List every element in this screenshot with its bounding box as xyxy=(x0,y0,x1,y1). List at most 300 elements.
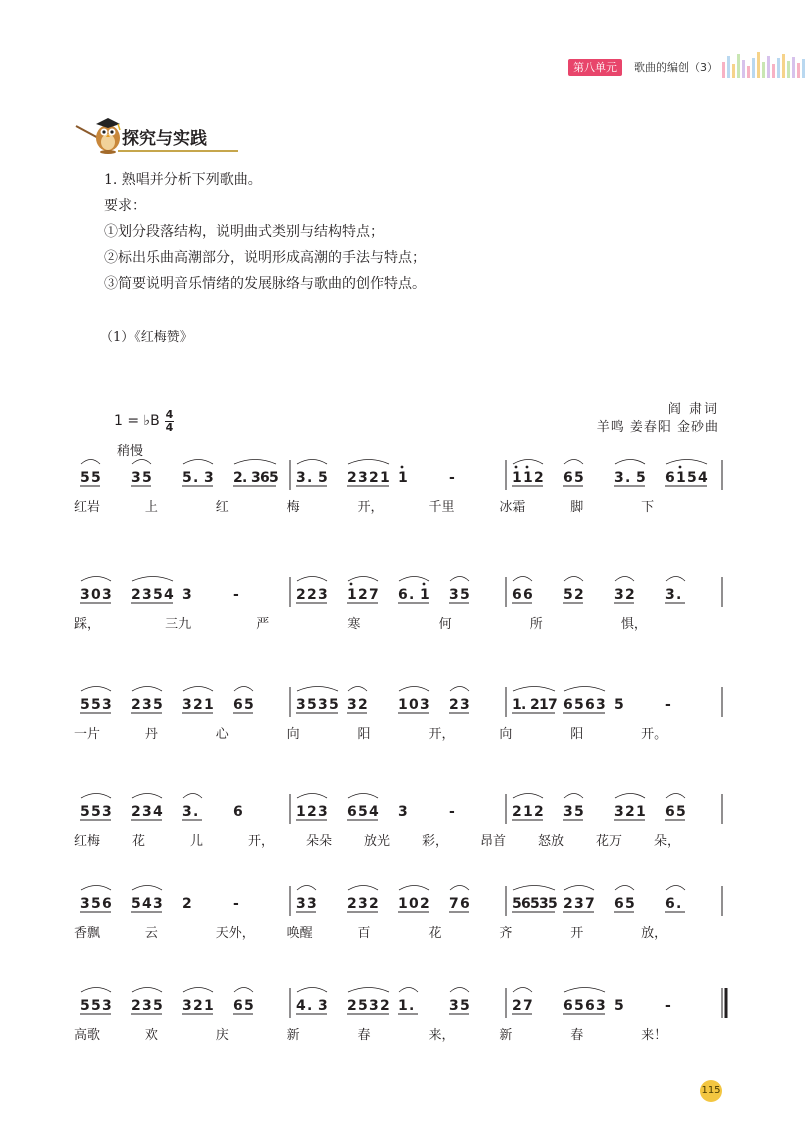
score-note: 6 xyxy=(102,896,112,912)
slur-arc xyxy=(81,460,100,465)
score-note: 2 xyxy=(193,998,203,1014)
slur-arc xyxy=(132,460,151,465)
slur-arc xyxy=(666,886,685,891)
slur-arc xyxy=(513,460,543,465)
page-number: 115 xyxy=(700,1080,722,1102)
lyric-word: 花 xyxy=(428,926,442,941)
score-note: 1 xyxy=(398,470,408,486)
score-note: 2 xyxy=(347,896,357,912)
score-note: 5 xyxy=(244,998,254,1014)
lyric-word: 下 xyxy=(641,500,655,515)
score-note: 2 xyxy=(449,697,459,713)
score-note: 1 xyxy=(204,697,214,713)
lyric-word: 惧， xyxy=(620,617,647,632)
score-note: 1 xyxy=(539,697,549,713)
slur-arc xyxy=(183,687,213,692)
score-note: 3 xyxy=(102,998,112,1014)
score-note: . xyxy=(242,470,248,486)
slur-arc xyxy=(132,577,173,582)
score-note: 1 xyxy=(380,470,390,486)
score-note: 5 xyxy=(563,587,573,603)
score-note: 3 xyxy=(398,804,408,820)
lyric-word: 何 xyxy=(438,617,452,632)
score-note: 6 xyxy=(233,697,243,713)
lyric-word: 欢 xyxy=(144,1028,158,1043)
score-note: 4 xyxy=(369,804,379,820)
score-note: 3 xyxy=(460,697,470,713)
score-note: 3 xyxy=(449,587,459,603)
slur-arc xyxy=(348,577,378,582)
lyric-word: 花 xyxy=(132,834,146,849)
score-note: 1 xyxy=(512,697,522,713)
high-octave-dot xyxy=(423,583,426,586)
slur-arc xyxy=(564,886,594,891)
slur-arc xyxy=(348,886,378,891)
slur-arc xyxy=(615,886,634,891)
score-note: 6 xyxy=(563,697,573,713)
slur-arc xyxy=(615,577,634,582)
score-note: 2 xyxy=(296,587,306,603)
score-note: . xyxy=(676,896,682,912)
score-note: 3 xyxy=(296,470,306,486)
score-note: 5 xyxy=(80,998,90,1014)
score-note: 5 xyxy=(91,470,101,486)
score-note: 5 xyxy=(142,470,152,486)
high-octave-dot xyxy=(526,466,529,469)
score-note: - xyxy=(449,470,455,486)
score-note: 7 xyxy=(449,896,459,912)
score-note: 1 xyxy=(398,697,408,713)
lyric-word: 新 xyxy=(499,1028,513,1043)
score-note: 6 xyxy=(665,896,675,912)
lyric-word: 严 xyxy=(256,617,270,632)
slur-arc xyxy=(297,988,327,993)
slur-arc xyxy=(564,460,583,465)
score-note: 2 xyxy=(131,804,141,820)
score-note: . xyxy=(193,470,199,486)
score-note: 5 xyxy=(574,470,584,486)
score-note: 4 xyxy=(153,804,163,820)
slur-arc xyxy=(615,794,645,799)
score-note: 4 xyxy=(698,470,708,486)
score-note: 3 xyxy=(369,998,379,1014)
score-note: 6 xyxy=(585,697,595,713)
score-note: 5 xyxy=(687,470,697,486)
lyric-word: 丹 xyxy=(144,727,158,742)
slur-arc xyxy=(564,988,605,993)
score-note: - xyxy=(449,804,455,820)
slur-arc xyxy=(234,460,276,465)
requirement-label: 要求： xyxy=(104,198,146,214)
score-note: . xyxy=(625,470,631,486)
score-note: - xyxy=(233,896,239,912)
score-note: 3 xyxy=(142,998,152,1014)
score-note: 5 xyxy=(80,470,90,486)
slur-arc xyxy=(399,886,429,891)
score-note: - xyxy=(665,697,671,713)
slur-arc xyxy=(564,577,583,582)
score-note: 3 xyxy=(142,587,152,603)
score-note: 3 xyxy=(182,587,192,603)
slur-arc xyxy=(132,988,162,993)
score-note: 5 xyxy=(625,896,635,912)
lyric-word: 春 xyxy=(357,1028,371,1043)
score-note: . xyxy=(521,697,527,713)
slur-arc xyxy=(450,988,469,993)
score-note: 1 xyxy=(512,470,522,486)
slur-arc xyxy=(297,886,316,891)
score-note: 4 xyxy=(142,896,152,912)
score-note: 7 xyxy=(369,587,379,603)
score-note: 1 xyxy=(523,470,533,486)
lyric-word: 阳 xyxy=(570,727,584,742)
score-note: . xyxy=(307,470,313,486)
lyric-word: 春 xyxy=(570,1028,584,1043)
slur-arc xyxy=(183,460,213,465)
score-note: 2 xyxy=(307,587,317,603)
score-note: 6 xyxy=(512,587,522,603)
score-note: 3 xyxy=(449,998,459,1014)
score-note: 3 xyxy=(596,998,606,1014)
score-note: 1 xyxy=(420,587,430,603)
lyric-word: 放， xyxy=(641,926,668,941)
slur-arc xyxy=(183,794,202,799)
lyric-word: 阳 xyxy=(357,727,371,742)
score-note: 5 xyxy=(153,998,163,1014)
score-note: 5 xyxy=(153,697,163,713)
slur-arc xyxy=(81,886,111,891)
score-note: 3 xyxy=(102,587,112,603)
slur-arc xyxy=(348,687,367,692)
score-note: 5 xyxy=(307,697,317,713)
score-note: 3 xyxy=(142,804,152,820)
slur-arc xyxy=(81,794,111,799)
score-note: 5 xyxy=(614,697,624,713)
score-note: 6 xyxy=(233,804,243,820)
lyric-word: 新 xyxy=(286,1028,300,1043)
score-note: 7 xyxy=(523,998,533,1014)
lyric-word: 开， xyxy=(357,500,384,515)
score-note: 3 xyxy=(596,697,606,713)
lyric-word: 三九 xyxy=(165,617,192,632)
score-note: 4 xyxy=(296,998,306,1014)
lyric-word: 所 xyxy=(529,617,543,632)
score-note: 5 xyxy=(574,998,584,1014)
score-note: 3 xyxy=(318,804,328,820)
lyric-word: 向 xyxy=(286,727,300,742)
slur-arc xyxy=(564,794,583,799)
score-note: 1 xyxy=(347,587,357,603)
score-note: 5 xyxy=(91,697,101,713)
score-note: 2 xyxy=(512,998,522,1014)
score-note: 2 xyxy=(534,804,544,820)
score-note: 6 xyxy=(260,470,270,486)
lyric-word: 开 xyxy=(570,926,584,941)
slur-arc xyxy=(348,460,389,465)
slur-arc xyxy=(666,794,685,799)
slur-arc xyxy=(81,988,111,993)
score-note: - xyxy=(665,998,671,1014)
lyric-word: 彩， xyxy=(422,834,449,849)
score-note: 5 xyxy=(91,998,101,1014)
lyric-word: 香飘 xyxy=(74,926,101,941)
lyric-word: 齐 xyxy=(499,926,513,941)
score-note: 5 xyxy=(512,896,522,912)
score-note: 3 xyxy=(318,587,328,603)
lyric-word: 儿 xyxy=(190,834,204,849)
slur-arc xyxy=(348,794,378,799)
lyric-word: 朵朵 xyxy=(306,834,333,849)
lyricist-credit: 阎 肃词 xyxy=(667,402,719,417)
tempo-marking: 稍慢 xyxy=(117,444,144,459)
score-note: 3 xyxy=(318,998,328,1014)
section-title: 探究与实践 xyxy=(122,129,207,149)
score-note: 5 xyxy=(574,697,584,713)
lyric-word: 踩， xyxy=(74,617,101,632)
score-note: 2 xyxy=(369,470,379,486)
slur-arc xyxy=(297,577,327,582)
score-note: 3 xyxy=(665,587,675,603)
score-note: 0 xyxy=(91,587,101,603)
slur-arc xyxy=(234,988,253,993)
lyric-word: 昂首 xyxy=(480,834,507,849)
score-note: 3 xyxy=(102,697,112,713)
lyric-word: 庆 xyxy=(215,1028,229,1043)
score-note: 3 xyxy=(131,470,141,486)
score-note: 2 xyxy=(307,804,317,820)
lyric-word: 红梅 xyxy=(74,834,101,849)
score-note: 5 xyxy=(548,896,558,912)
score-note: 3 xyxy=(80,896,90,912)
score-note: 2 xyxy=(358,697,368,713)
score-note: 3 xyxy=(347,697,357,713)
score-note: 5 xyxy=(358,804,368,820)
score-note: 2 xyxy=(182,896,192,912)
slur-arc xyxy=(132,687,162,692)
score-note: 1 xyxy=(398,896,408,912)
score-note: 2 xyxy=(347,998,357,1014)
score-note: 2 xyxy=(574,587,584,603)
slur-arc xyxy=(399,687,429,692)
meter-top: 4 xyxy=(165,408,174,421)
slur-arc xyxy=(399,577,429,582)
score-note: - xyxy=(233,587,239,603)
score-note: 5 xyxy=(329,697,339,713)
score-note: 5 xyxy=(269,470,279,486)
slur-arc xyxy=(450,577,469,582)
score-note: 3 xyxy=(358,896,368,912)
score-note: 2 xyxy=(233,470,243,486)
slur-arc xyxy=(297,794,327,799)
score-note: 3 xyxy=(574,896,584,912)
lyric-word: 来！ xyxy=(641,1028,668,1043)
score-note: 3 xyxy=(614,470,624,486)
score-note: 5 xyxy=(318,470,328,486)
score-note: 6 xyxy=(585,998,595,1014)
score-note: 4 xyxy=(164,587,174,603)
score-note: 5 xyxy=(91,804,101,820)
slur-arc xyxy=(297,687,338,692)
score-note: 5 xyxy=(574,804,584,820)
score-note: 1 xyxy=(296,804,306,820)
score-note: 6 xyxy=(347,804,357,820)
slur-arc xyxy=(513,577,532,582)
score-note: 3 xyxy=(182,804,192,820)
score-note: 2 xyxy=(563,896,573,912)
lyric-word: 放光 xyxy=(364,834,391,849)
score-note: 3 xyxy=(563,804,573,820)
score-note: . xyxy=(307,998,313,1014)
high-octave-dot xyxy=(350,583,353,586)
score-note: 3 xyxy=(420,697,430,713)
slur-arc xyxy=(183,988,213,993)
score-note: 5 xyxy=(244,697,254,713)
score-note: 1 xyxy=(636,804,646,820)
score-note: 3 xyxy=(204,470,214,486)
slur-arc xyxy=(234,687,253,692)
score-note: 6 xyxy=(665,470,675,486)
score-note: 2 xyxy=(534,470,544,486)
score-note: 2 xyxy=(625,587,635,603)
lyric-word: 红岩 xyxy=(74,500,101,515)
score-note: 5 xyxy=(636,470,646,486)
lyric-word: 红 xyxy=(215,500,229,515)
lyric-word: 千里 xyxy=(428,500,455,515)
composer-credit: 羊鸣 姜春阳 金砂曲 xyxy=(596,420,719,435)
slur-arc xyxy=(450,886,469,891)
lyric-word: 一片 xyxy=(74,727,101,742)
score-note: 5 xyxy=(80,697,90,713)
score-note: . xyxy=(409,587,415,603)
score-note: 5 xyxy=(358,998,368,1014)
lyric-word: 开。 xyxy=(641,727,668,742)
score-note: 6 xyxy=(614,896,624,912)
slur-arc xyxy=(81,577,111,582)
lyric-word: 唤醒 xyxy=(286,926,313,941)
score-note: 2 xyxy=(131,587,141,603)
score-note: 5 xyxy=(131,896,141,912)
score-note: 3 xyxy=(153,896,163,912)
lyric-word: 百 xyxy=(357,926,371,941)
score-note: 2 xyxy=(420,896,430,912)
score-note: 3 xyxy=(539,896,549,912)
score-note: 2 xyxy=(347,470,357,486)
score-note: . xyxy=(409,998,415,1014)
score-note: 6 xyxy=(665,804,675,820)
score-note: 2 xyxy=(512,804,522,820)
slur-arc xyxy=(564,687,605,692)
lyric-word: 花万 xyxy=(596,834,623,849)
lyric-word: 寒 xyxy=(347,617,361,632)
score-note: 5 xyxy=(153,587,163,603)
score-note: 3 xyxy=(102,804,112,820)
score-note: 3 xyxy=(307,896,317,912)
score-note: 3 xyxy=(358,470,368,486)
score-note: . xyxy=(193,804,199,820)
lesson-title: 歌曲的编创（3） xyxy=(634,61,718,74)
slur-arc xyxy=(81,687,111,692)
high-octave-dot xyxy=(515,466,518,469)
score-note: 7 xyxy=(585,896,595,912)
slur-arc xyxy=(297,460,327,465)
score-note: 6 xyxy=(233,998,243,1014)
score-note: 1 xyxy=(398,998,408,1014)
lyric-word: 向 xyxy=(499,727,513,742)
slur-arc xyxy=(513,886,555,891)
score-note: 5 xyxy=(460,587,470,603)
lyric-word: 冰霜 xyxy=(499,500,526,515)
score-note: 2 xyxy=(131,998,141,1014)
meter-bottom: 4 xyxy=(165,421,174,434)
score-note: 6 xyxy=(523,587,533,603)
high-octave-dot xyxy=(401,466,404,469)
lyric-word: 脚 xyxy=(570,500,584,515)
lyric-word: 开， xyxy=(248,834,275,849)
slur-arc xyxy=(513,988,532,993)
score-note: 2 xyxy=(193,697,203,713)
key-signature: 1 = ♭B xyxy=(114,413,160,429)
slur-arc xyxy=(666,460,707,465)
score-note: 2 xyxy=(131,697,141,713)
score-note: 6 xyxy=(521,896,531,912)
score-note: 0 xyxy=(409,697,419,713)
score-note: 1 xyxy=(204,998,214,1014)
score-note: 2 xyxy=(380,998,390,1014)
score-note: 3 xyxy=(318,697,328,713)
task-text: 1. 熟唱并分析下列歌曲。 xyxy=(104,172,262,188)
score-note: 2 xyxy=(369,896,379,912)
lyric-word: 梅 xyxy=(286,500,300,515)
lyric-word: 高歌 xyxy=(74,1028,101,1043)
lyric-word: 怒放 xyxy=(538,834,565,849)
lyric-word: 上 xyxy=(144,500,158,515)
lyric-word: 云 xyxy=(144,926,158,941)
score-note: 6 xyxy=(563,470,573,486)
score-note: 3 xyxy=(614,804,624,820)
score-note: 6 xyxy=(398,587,408,603)
slur-arc xyxy=(132,794,162,799)
slur-arc xyxy=(513,794,543,799)
score-note: 2 xyxy=(530,697,540,713)
score-note: 6 xyxy=(563,998,573,1014)
score-note: 3 xyxy=(182,697,192,713)
score-note: . xyxy=(676,587,682,603)
score-note: 3 xyxy=(251,470,261,486)
lyric-word: 来， xyxy=(428,1028,455,1043)
score-note: 7 xyxy=(548,697,558,713)
score-note: 5 xyxy=(676,804,686,820)
lyric-word: 开， xyxy=(428,727,455,742)
score-note: 5 xyxy=(91,896,101,912)
score-note: 3 xyxy=(614,587,624,603)
song-title: （1）《红梅赞》 xyxy=(100,330,193,345)
slur-arc xyxy=(132,886,162,891)
score-note: 3 xyxy=(142,697,152,713)
score-note: 5 xyxy=(80,804,90,820)
score-note: 2 xyxy=(625,804,635,820)
slur-arc xyxy=(513,687,555,692)
unit-tag: 第八单元 xyxy=(568,59,622,76)
score-note: 5 xyxy=(460,998,470,1014)
requirement-item-2: ②标出乐曲高潮部分，说明形成高潮的手法与特点； xyxy=(104,250,426,266)
lyric-word: 心 xyxy=(215,727,229,742)
score-note: 2 xyxy=(358,587,368,603)
slur-arc xyxy=(450,687,469,692)
slur-arc xyxy=(615,460,645,465)
score-note: 1 xyxy=(523,804,533,820)
lyric-word: 天外， xyxy=(215,926,255,941)
score-note: 1 xyxy=(676,470,686,486)
